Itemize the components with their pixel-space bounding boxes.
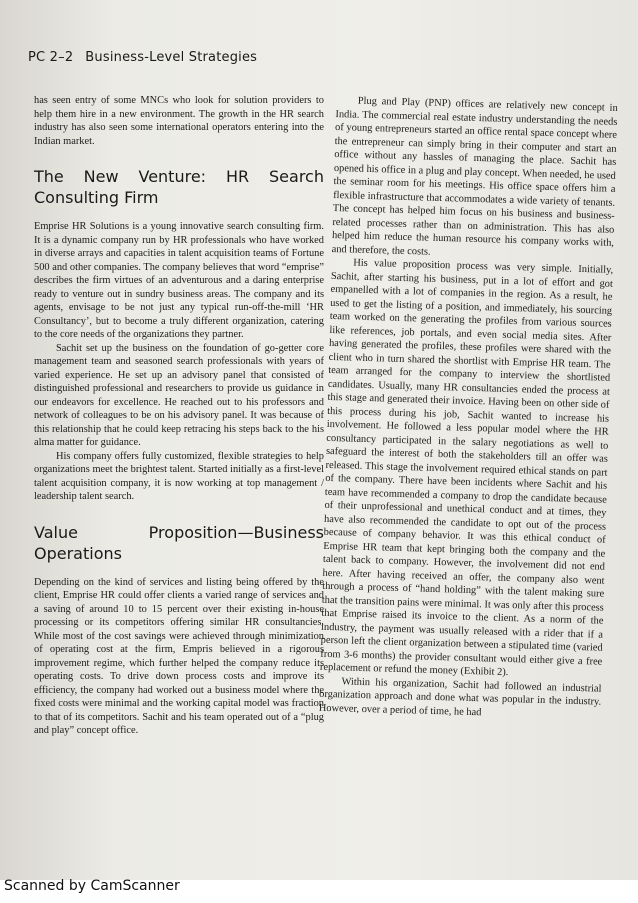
paragraph: has seen entry of some MNCs who look for solution providers to help them hire in a new environment. The growth in the HR search industry has also seen some international operators entering into the Indian market.: [34, 95, 324, 147]
page-label: PC 2–2: [28, 50, 74, 65]
section-heading: Value Proposition—Business Operations: [34, 522, 324, 563]
paragraph: Depending on the kind of services and listing being offered by the client, Emprise HR could offer clients a varied range of services and a saving of around 10 to 15 percent over their existing in-house processing or its competitors offering similar HR consultancies. While most of the cost savings were achieved through minimization of operating cost at the firm, Empris believed in a rigorous improvement regime, which further helped the company reduce its operating costs. To drive down process costs and improve its efficiency, the company had worked out a business model where the fixed costs were minimal and the working capital model was fraction to that of its competitors. Sachit and his team operated out of a “plug and play” concept office.: [34, 576, 324, 736]
paragraph: Plug and Play (PNP) offices are relatively new concept in India. The commercial real estate industry understanding the needs of young entrepreneurs started an office rental space concept where the entrepreneur can simply bring in their computer and start an office without any hassles of managing the place. Sachit has opened his office in a plug and play concept. When needed, he used the seminar room for his meetings. His office space offers him a flexible infrastructure that accommodates a wide variety of tenants. The concept has helped him focus on his business and business-related processes rather than on administration. This has also helped him reduce the human resource his company works with, and therefore, the costs.: [331, 95, 618, 258]
left-column: [34, 94, 324, 738]
section-heading: The New Venture: HR Search Consulting Firm: [34, 167, 324, 207]
running-head: [28, 50, 257, 65]
scanner-watermark: Scanned by CamScanner: [4, 878, 180, 894]
right-column: [319, 94, 618, 723]
paragraph: His company offers fully customized, flexible strategies to help organizations meet the brightest talent. Started initially as a first-level talent acquisition company, it is now working at top management / leadership talent search.: [34, 450, 324, 502]
paragraph: His value proposition process was very simple. Initially, Sachit, after starting his business, put in a lot of effort and got empanelled with a lot of companies in the region. As a result, he used to get the listing of a position, and immediately, his sourcing team worked on the generating the profiles from various sources like references, job portals, and even social media sites. After having generated the profiles, these profiles were shared with the client who in turn shared the shortlist with Emprise HR team. The team arranged for the company to interview the shortlisted candidates. Usually, many HR consultancies ended the process at this stage and generated their invoice. Having been on other side of this process during his job, Sachit wanted to increase his involvement. He followed a less popular model where the HR consultancy participated in the salary negotiations as well to safeguard the interest of both the stakeholders till an offer was released. This stage the involvement required ethical stands on part of the company. There have been incidents where Sachit and his team have recommended a company to drop the candidate because of their unprofessional and unethical conduct and at times, they have also recommended the candidate to opt out of the process because of company behavior. It was this ethical conduct of Emprise HR team that kept bringing both the company and the talent back to company. However, the involvement did not end here. After having received an offer, the company also went through a process of “hand holding” with the talent making sure that the transition pains were minimal. It was only after this process that Emprise raised its invoice to the client. As a norm of the industry, the payment was usually released with a rider that if a person left the client organization between a stipulated time (varied from 3-6 months) the provider consultant would either give a free replacement or refund the money (Exhibit 2).: [319, 257, 614, 679]
chapter-title: Business-Level Strategies: [85, 50, 258, 65]
paragraph: Sachit set up the business on the foundation of go-getter core management team and seasoned search professionals with years of varied experience. He set up an advisory panel that consisted of distinguished professional and researchers to provide us guidance in our endeavors for excellence. He reached out to his professors and network of colleagues to be on his advisory panel. It was because of this relationship that he could keep retracing his steps back to the his alma matter for guidance.: [34, 342, 324, 448]
paragraph: Emprise HR Solutions is a young innovative search consulting firm. It is a dynamic company run by HR professionals who have worked in diverse arrays and capacities in talent acquisition teams of Fortune 500 and other companies. The company believes that word “emprise” describes the firm virtues of an adventurous and a daring enterprise ready to venture out in sundry business areas. The company and its agents, envisage to be not just any typical run-off-the-mill ‘HR Consultancy’, but to become a truly different organization, catering to the core needs of the organizations they partner.: [34, 221, 324, 340]
paragraph: Within his organization, Sachit had followed an industrial organization approach and done what was popular in the industry. However, over a period of time, he had: [318, 675, 602, 718]
